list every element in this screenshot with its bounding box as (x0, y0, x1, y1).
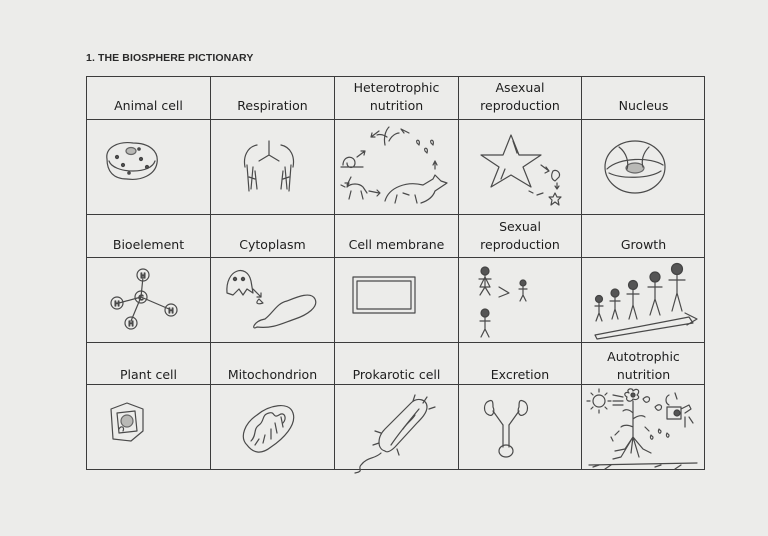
label-animal-cell: Animal cell (114, 98, 183, 113)
label-asexual-reproduction: Asexual reproduction (480, 80, 560, 113)
atom-label: H (168, 307, 174, 315)
label-prokarotic-cell: Prokarotic cell (352, 367, 441, 382)
grid-line (87, 119, 704, 120)
food-chain-sketch (337, 121, 455, 213)
label-heterotrophic-nutrition: Heterotrophic nutrition (353, 80, 440, 113)
label-respiration: Respiration (237, 98, 308, 113)
atom-label: C (138, 294, 144, 302)
nucleus-sketch (599, 135, 671, 199)
pictionary-grid (86, 76, 705, 470)
prokaryotic-cell-sketch (351, 393, 437, 471)
grid-line (334, 77, 335, 469)
cytoplasm-sketch (221, 259, 325, 335)
molecule-sketch (103, 267, 183, 331)
kidneys-sketch (481, 395, 537, 463)
starfish-sketch (471, 131, 575, 209)
cell-membrane-sketch (349, 273, 419, 317)
label-sexual-reproduction: Sexual reproduction (480, 219, 560, 252)
mitochondrion-sketch (237, 399, 297, 459)
worksheet-title: 1. THE BIOSPHERE PICTIONARY (86, 52, 254, 64)
photosynthesis-sketch (585, 387, 703, 471)
label-nucleus: Nucleus (618, 98, 669, 113)
label-bioelement: Bioelement (112, 237, 185, 252)
label-cytoplasm: Cytoplasm (239, 237, 306, 252)
grid-line (458, 77, 459, 469)
grid-line (87, 257, 704, 258)
sexual-reproduction-sketch (471, 263, 549, 339)
plant-cell-sketch (107, 401, 147, 445)
growth-sketch (587, 261, 701, 341)
label-autotrophic-nutrition: Autotrophic nutrition (607, 349, 680, 382)
atom-label: H (128, 320, 134, 328)
atom-label: H (114, 300, 120, 308)
animal-cell-sketch (101, 137, 161, 185)
grid-line (581, 77, 582, 469)
label-cell-membrane: Cell membrane (348, 237, 445, 252)
label-mitochondrion: Mitochondrion (227, 367, 318, 382)
label-plant-cell: Plant cell (120, 367, 177, 382)
grid-line (210, 77, 211, 469)
label-growth: Growth (620, 237, 667, 252)
lungs-sketch (233, 137, 305, 197)
atom-label: H (140, 272, 146, 280)
grid-line (87, 384, 704, 385)
label-excretion: Excretion (490, 367, 550, 382)
